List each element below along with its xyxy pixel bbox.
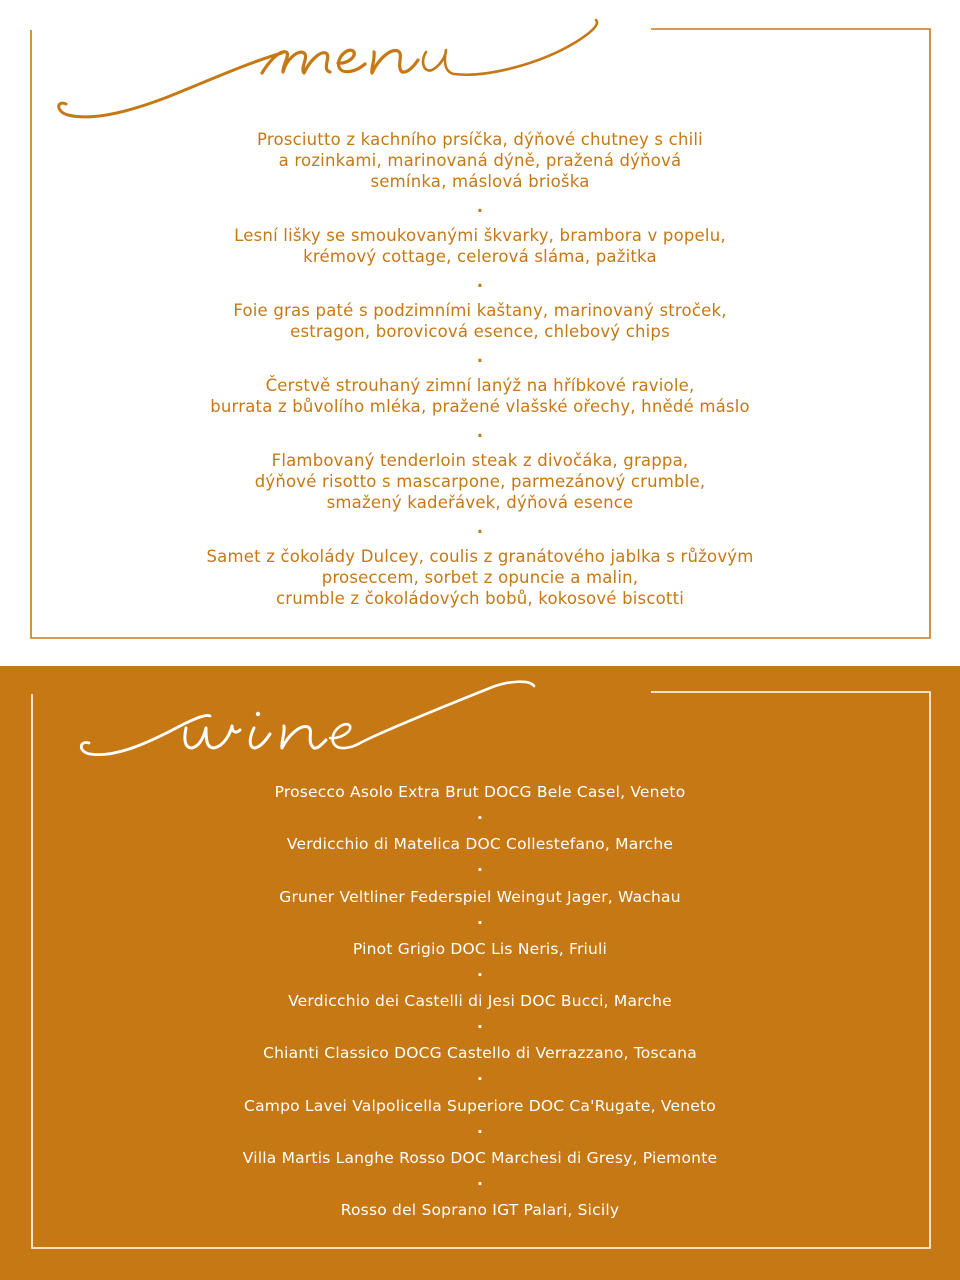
dish-6-line-3: crumble z čokoládových bobů, kokosové biscotti <box>275 589 685 608</box>
wine-separator: . <box>476 857 484 876</box>
dish-5-line-3: smažený kadeřávek, dýňová esence <box>326 493 634 512</box>
wine-section <box>0 666 960 1280</box>
wine-item: Verdicchio dei Castelli di Jesi DOC Bucci, Marche <box>288 992 672 1010</box>
wine-list <box>0 779 960 1223</box>
wine-separator: . <box>476 1014 484 1032</box>
wine-title <box>0 666 960 776</box>
wine-separator: . <box>476 1066 484 1085</box>
dish-5-line-2: dýňové risotto s mascarpone, parmezánový crumble, <box>254 472 706 491</box>
dish-4-line-2: burrata z bůvolího mléka, pražené vlašské ořechy, hnědé máslo <box>210 397 750 416</box>
wine-item: Verdicchio di Matelica DOC Collestefano, Marche <box>286 835 674 854</box>
dish-5-line-1: Flambovaný tenderloin steak z divočáka, grappa, <box>271 451 689 470</box>
wine-item: Campo Lavei Valpolicella Superiore DOC Ca'Rugate, Veneto <box>244 1096 716 1115</box>
dish-4-line-1: Čerstvě strouhaný zimní lanýž na hříbkové raviole, <box>265 376 695 395</box>
menu-separator: . <box>476 422 484 441</box>
wine-separator: . <box>476 805 484 823</box>
dish-3-line-1: Foie gras paté s podzimními kaštany, marinovaný stroček, <box>233 301 727 320</box>
dish-6-line-2: proseccem, sorbet z opuncie a malin, <box>321 568 639 587</box>
wine-separator: . <box>476 909 484 928</box>
dish-1-line-1: Prosciutto z kachního prsíčka, dýňové chutney s chili <box>257 130 703 149</box>
dish-6-line-1: Samet z čokolády Dulcey, coulis z granátového jablka s růžovým <box>206 547 754 566</box>
dish-list <box>0 129 960 609</box>
dish-2-line-1: Lesní lišky se smoukovanými škvarky, brambora v popelu, <box>234 226 726 245</box>
dish-1-line-2: a rozinkami, marinovaná dýně, pražená dýňová <box>278 151 682 170</box>
wine-item: Rosso del Soprano IGT Palari, Sicily <box>340 1201 620 1219</box>
dish-1-line-3: semínka, máslová brioška <box>370 172 590 191</box>
wine-item: Villa Martis Langhe Rosso DOC Marchesi di Gresy, Piemonte <box>242 1148 718 1167</box>
menu-separator: . <box>476 347 484 366</box>
dish-2-line-2: krémový cottage, celerová sláma, pažitka <box>303 247 657 266</box>
menu-separator: . <box>476 197 484 216</box>
menu-separator: . <box>476 272 484 291</box>
wine-item: Gruner Veltliner Federspiel Weingut Jager, Wachau <box>279 887 681 906</box>
wine-item: Chianti Classico DOCG Castello di Verrazzano, Toscana <box>263 1044 697 1063</box>
wine-item: Prosecco Asolo Extra Brut DOCG Bele Casel, Veneto <box>274 783 686 801</box>
wine-separator: . <box>476 961 484 980</box>
menu-separator: . <box>476 518 484 537</box>
wine-item: Pinot Grigio DOC Lis Neris, Friuli <box>352 939 608 958</box>
menu-title <box>0 0 960 140</box>
wine-separator: . <box>476 1170 484 1189</box>
dish-3-line-2: estragon, borovicová esence, chlebový chips <box>290 322 670 341</box>
wine-separator: . <box>476 1118 484 1137</box>
